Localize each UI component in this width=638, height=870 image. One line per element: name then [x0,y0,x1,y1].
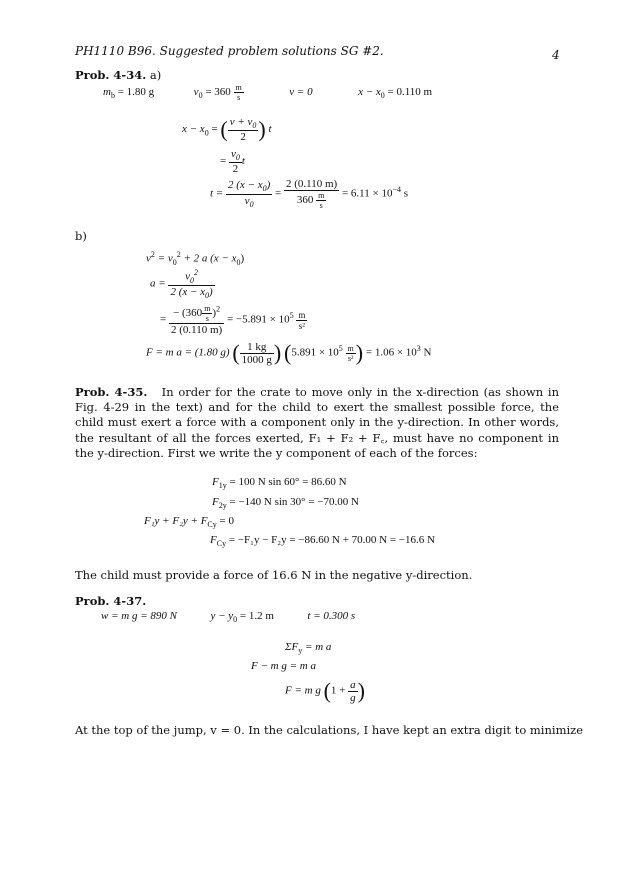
b-eq1-rest: = v [157,252,173,265]
eq2-t: t [241,155,245,168]
prob-434-eq1: $x - x_0$ = ( $\frac{v + v_0}{2}$ ) t [182,116,272,144]
given-v0-unit-den: s [237,93,241,102]
b-eq4-result-exp: 3 [416,343,421,353]
page-number: 4 [552,48,560,62]
eq1-t: t [268,123,272,136]
b-eq4-mid-exp: 5 [338,343,343,353]
b-eq3-eq: = [160,313,167,326]
eq1-num-sub: 0 [252,121,257,131]
b-eq1-v0sup: 2 [176,250,181,259]
p437-eq3-den: g [350,691,356,704]
b-eq4-mid-unit-den: s² [347,353,354,363]
b-eq3-unit-num: m [298,309,306,320]
b-eq4-frac-den: 1000 g [241,353,272,366]
p437-given-y-sub: 0 [233,615,238,625]
b-eq1-sup: 2 [150,250,155,259]
eq3-num-sub: 0 [262,184,267,194]
eq1-lhs: x − x [182,123,205,136]
b-eq3-num-unit-num: m [204,304,211,313]
b-eq2-lhs: a = [150,277,166,290]
prob-434-b-eq4: F = m a = (1.80 g) ( $\frac{1 kg}{1000 g}$ ) ($5.891 \times 10^5$ $\frac{m}{\text{s²}}$ ) = $1.06 \times 10^3$ N [146,340,432,366]
eq2-eq: = [220,155,227,168]
b-eq1-v: v [146,252,151,265]
prob-434-eq2 [220,148,245,175]
b-eq4-result-unit: N [423,346,432,359]
given-x: x − x [358,86,381,99]
p435-eq3-f: F₁y + F₂y + F [144,515,208,527]
eq1-den: 2 [240,131,246,144]
eq1-lhs-sub: 0 [204,128,209,138]
eq3-num-close: ) [266,179,271,192]
eq2-num-sub: 0 [235,153,240,163]
b-eq3-num-sup: 2 [216,304,221,314]
p437-eq1-sub: y [298,646,303,656]
p435-eq2-f: F [212,496,219,508]
p437-eq3-one: 1 + [330,684,346,697]
p437-given-w: w = m g = 890 N [101,610,177,622]
p437-eq1: ΣF [285,641,299,653]
b-eq3-result: = −5.891 × 10 [226,313,290,326]
prob-435-eq1 [212,476,347,490]
eq3-result-exp: −4 [392,184,401,194]
b-eq1-v0sub: 0 [172,257,177,267]
prob-435-text: In order for the crate to move only in the x-direction (as shown in Fig. 4-29 in the text) and for the child to exert the smallest possible force, the child must exert a force with a component only in the y-direction. In other words, the resultant of all the forces exerted, F₁ + F₂ + F꜀, must have no component in the y-direction. First we write the y component of each of the forces: [75,385,559,460]
given-x-sub: 0 [380,91,385,101]
b-eq2-num-sup: 2 [194,268,199,277]
p437-eq2: F − m g = m a [251,660,316,672]
prob-435-conclusion: The child must provide a force of 16.6 N in the negative y-direction. [75,568,473,582]
b-eq3-result-exp: 5 [289,310,294,320]
given-v0-sub: 0 [198,91,203,101]
b-eq1-tail-close: ) [240,252,245,265]
b-eq4-result: = 1.06 × 10 [365,346,417,359]
b-eq3-num: − (360 [173,307,203,320]
prob-437-given-row [101,610,355,624]
prob-434-b-eq2 [150,268,215,300]
p435-eq4-rest: = −F₁y − F₂y = −86.60 N + 70.00 N = −16.6 N [228,534,435,546]
prob-437-heading: Prob. 4-37. [75,594,147,608]
prob-434-part-a-label: a) [149,68,162,82]
page-header-title: PH1110 B96. Suggested problem solutions SG #2. [75,44,384,58]
b-eq4-frac-num: 1 kg [240,341,274,354]
b-eq2-num: v [185,270,191,283]
given-v: v = 0 [289,86,313,99]
p437-eq1-rest: = m a [305,641,332,653]
eq1-eq: = [211,123,218,136]
b-eq1-tail-sub: 0 [236,257,241,267]
p435-eq2-rest: = −140 N sin 30° = −70.00 N [229,496,359,508]
b-eq2-den-close: ) [209,285,213,298]
prob-434-part-b-label: b) [75,229,87,243]
b-eq1-tail: + 2 a (x − x [183,252,237,265]
prob-434-heading: Prob. 4-34. [75,68,147,82]
eq2-den: 2 [232,163,239,176]
eq3-den: v [244,194,250,207]
b-eq4-mid-unit-num: m [347,343,354,353]
eq3-den2-unit-num: m [318,191,325,200]
prob-435-heading: Prob. 4-35. [75,385,148,399]
eq3-num: 2 (x − x [227,179,263,192]
prob-437-closing: At the top of the jump, v = 0. In the calculations, I have kept an extra digit to minimize [75,723,584,737]
p437-given-t: t = 0.300 s [307,610,356,622]
p437-eq3-num: a [350,678,356,691]
given-mb: m [103,86,111,99]
b-eq3-num-unit-den: s [205,314,209,323]
p437-given-y-val: = 1.2 m [239,610,274,622]
eq3-eq: = [275,187,282,200]
prob-434-eq3 [210,178,408,210]
prob-435-eq3 [144,515,234,529]
b-eq2-den-sub: 0 [205,291,210,301]
prob-435-paragraph [75,385,559,461]
p435-eq4-f: F [210,534,217,546]
b-eq3-unit-den: s² [298,320,305,331]
eq3-result-unit: s [403,187,409,200]
eq2-num: v [230,148,236,160]
prob-434-b-eq1 [146,250,244,267]
p437-given-y: y − y [210,610,234,622]
prob-435-eq4 [210,534,435,548]
p435-eq1-f: F [212,476,219,488]
prob-435-eq2 [212,496,359,510]
p437-eq3-lhs: F = m g [285,684,321,697]
b-eq4-lhs: F = m a = (1.80 g) [146,346,230,359]
given-v0-unit-num: m [235,83,242,92]
eq3-num2: 2 (0.110 m) [285,178,338,190]
p435-eq3-rest: = 0 [219,515,234,527]
prob-437-eq3: F = m g (1 + $\frac{a}{g}$ ) [285,678,365,704]
given-v0: v [193,86,199,99]
p435-eq1-rest: = 100 N sin 60° = 86.60 N [229,476,347,488]
eq3-lhs: t = [210,187,224,200]
b-eq4-mid: 5.891 × 10 [291,346,339,359]
eq3-den2: 360 [296,194,314,207]
given-v0-val: = 360 [205,86,231,99]
given-x-val: = 0.110 m [387,86,433,99]
prob-437-eq2 [251,660,316,672]
b-eq3-den: 2 (0.110 m) [170,324,223,336]
prob-437-eq1 [285,641,331,655]
eq3-den-sub: 0 [249,199,254,209]
b-eq2-num-sub: 0 [190,275,195,285]
given-mb-sub: b [110,91,115,101]
prob-434-given-row [103,83,432,102]
p435-eq1-sub: 1y [218,481,227,491]
p435-eq2-sub: 2y [218,501,227,511]
prob-434-b-eq3 [160,304,307,336]
p435-eq3-sub: Cy [207,520,217,530]
eq3-result: = 6.11 × 10 [341,187,393,200]
eq1-num: v + v [229,116,253,128]
given-mb-val: = 1.80 g [117,86,155,99]
b-eq3-num-close: ) [212,307,217,320]
p435-eq4-sub: Cy [216,539,227,549]
b-eq2-den: 2 (x − x [170,285,206,298]
eq3-den2-unit-den: s [319,201,323,210]
prob-434-heading-row [75,68,161,82]
